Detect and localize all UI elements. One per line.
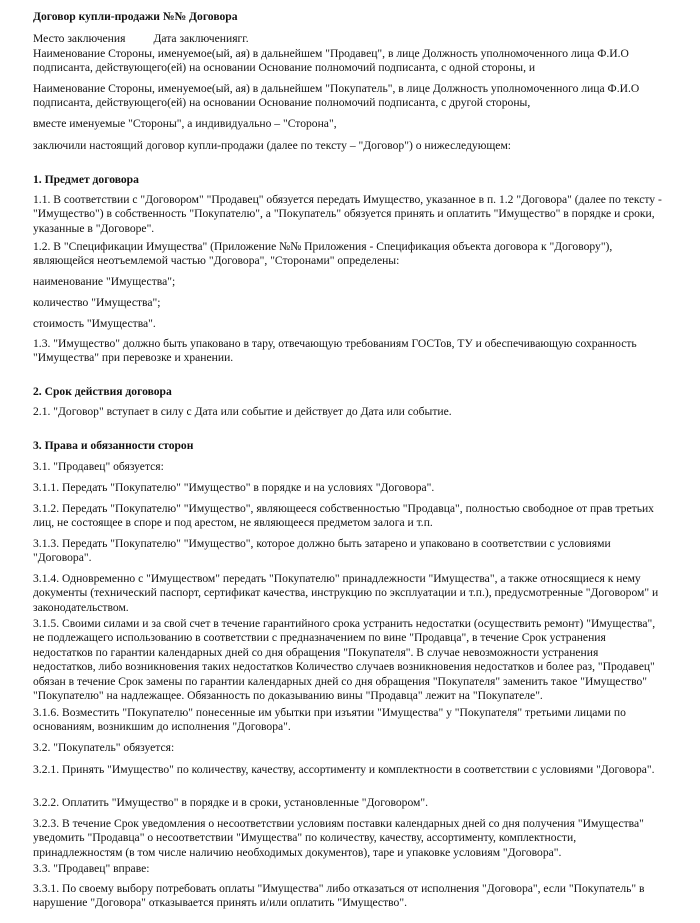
clause-1-3: 1.3. "Имущество" должно быть упаковано в тару, отвечающую требованиям ГОСТов, ТУ и обеспечивающую сохранность "Имущества" при перевозке и хранении. xyxy=(33,337,637,365)
document-title: Договор купли-продажи №№ Договора xyxy=(33,10,238,23)
section-1-heading: 1. Предмет договора xyxy=(33,173,139,186)
clause-1-1: 1.1. В соответствии с "Договором" "Продавец" обязуется передать Имущество, указанное в п. 1.2 "Договора" (далее по тексту - "Имущество") в собственность "Покупателю", а "Покупатель" обязуется принять и оплатить "Имущество" в порядке и сроки, указанные в "Договоре". xyxy=(33,193,662,235)
clause-1-2: 1.2. В "Спецификации Имущества" (Приложение №№ Приложения - Спецификация объекта договора к "Договору"), являющейся неотъемлемой частью "Договора", "Сторонами" определены: xyxy=(33,240,613,268)
clause-3-2-1: 3.2.1. Принять "Имущество" по количеству, качеству, ассортименту и комплектности в соответствии с условиями "Договора". xyxy=(33,763,655,776)
place-label: Место заключения xyxy=(33,32,126,45)
list-item-quantity: количество "Имущества"; xyxy=(33,296,161,309)
together-paragraph: вместе именуемые "Стороны", а индивидуально – "Сторона", xyxy=(33,117,337,130)
list-item-cost: стоимость "Имущества". xyxy=(33,317,156,330)
clause-3-1-5: 3.1.5. Своими силами и за свой счет в течение гарантийного срока устранить недостатки (осуществить ремонт) "Имущества", не подлежащего использованию в соответствии с предназначением по вине "Продавца", в течение Срок устранения недостатков по гарантии календарных дней со дня обращения "Покупателя". В случае невозможности устранения недостатков, либо возникновения таких недостатков Количество случаев возникновения недостатков и более раз, "Продавец" обязан в течение Срок замены по гарантии календарных дней со дня обращения "Покупателя" заменить такое "Имущество" "Покупателю" на надлежащее. Обязанность по доказыванию вины "Продавца" лежит на "Покупателе". xyxy=(33,617,656,703)
concluded-paragraph: заключили настоящий договор купли-продажи (далее по тексту – "Договор") о нижеследующем: xyxy=(33,139,512,152)
seller-party-paragraph: Наименование Стороны, именуемое(ый, ая) в дальнейшем "Продавец", в лице Должность уполномоченного лица Ф.И.О подписанта, действующего(ей) на основании Основание полномочий подписанта, с одной стороны, и xyxy=(33,47,629,75)
section-3-heading: 3. Права и обязанности сторон xyxy=(33,439,194,452)
date-label: Дата заключениягг. xyxy=(153,32,249,45)
clause-3-1-6: 3.1.6. Возместить "Покупателю" понесенные им убытки при изъятии "Имущества" у "Покупателя" третьими лицами по основаниям, возникшим до исполнения "Договора". xyxy=(33,706,626,734)
place-date-line xyxy=(33,32,662,46)
clause-2-1: 2.1. "Договор" вступает в силу с Дата или событие и действует до Дата или событие. xyxy=(33,405,452,418)
list-item-name: наименование "Имущества"; xyxy=(33,275,176,288)
section-2-heading: 2. Срок действия договора xyxy=(33,385,172,398)
clause-3-1-4: 3.1.4. Одновременно с "Имуществом" передать "Покупателю" принадлежности "Имущества", а также относящиеся к нему документы (технический паспорт, сертификат качества, инструкцию по эксплуатации и т.п.), предусмотренные "Договором" и законодательством. xyxy=(33,572,659,614)
clause-3-2: 3.2. "Покупатель" обязуется: xyxy=(33,741,175,754)
buyer-party-paragraph: Наименование Стороны, именуемое(ый, ая) в дальнейшем "Покупатель", в лице Должность уполномоченного лица Ф.И.О подписанта, действующего(ей) на основании Основание полномочий подписанта, с другой стороны, xyxy=(33,82,640,110)
clause-3-1-3: 3.1.3. Передать "Покупателю" "Имущество", которое должно быть затарено и упаковано в соответствии с условиями "Договора". xyxy=(33,537,611,565)
clause-3-1: 3.1. "Продавец" обязуется: xyxy=(33,460,164,473)
clause-3-2-2: 3.2.2. Оплатить "Имущество" в порядке и в сроки, установленные "Договором". xyxy=(33,796,429,809)
clause-3-2-3: 3.2.3. В течение Срок уведомления о несоответствии условиям поставки календарных дней со дня получения "Имущества" уведомить "Продавца" о несоответствии "Имущества" по количеству, качеству, ассортименту, комплектности, принадлежностям (в том числе наличию необходимых документов), таре и упаковке условиям "Договора". xyxy=(33,817,644,859)
clause-3-1-2: 3.1.2. Передать "Покупателю" "Имущество", являющееся собственностью "Продавца", полностью свободное от прав третьих лиц, не состоящее в споре и под арестом, не являющееся предметом залога и т.п. xyxy=(33,502,654,530)
clause-3-3: 3.3. "Продавец" вправе: xyxy=(33,862,150,875)
clause-3-1-1: 3.1.1. Передать "Покупателю" "Имущество" в порядке и на условиях "Договора". xyxy=(33,481,435,494)
clause-3-3-1: 3.3.1. По своему выбору потребовать оплаты "Имущества" либо отказаться от исполнения "Договора", если "Покупатель" в нарушение "Договора" отказывается принять и/или оплатить "Имущество". xyxy=(33,882,645,910)
